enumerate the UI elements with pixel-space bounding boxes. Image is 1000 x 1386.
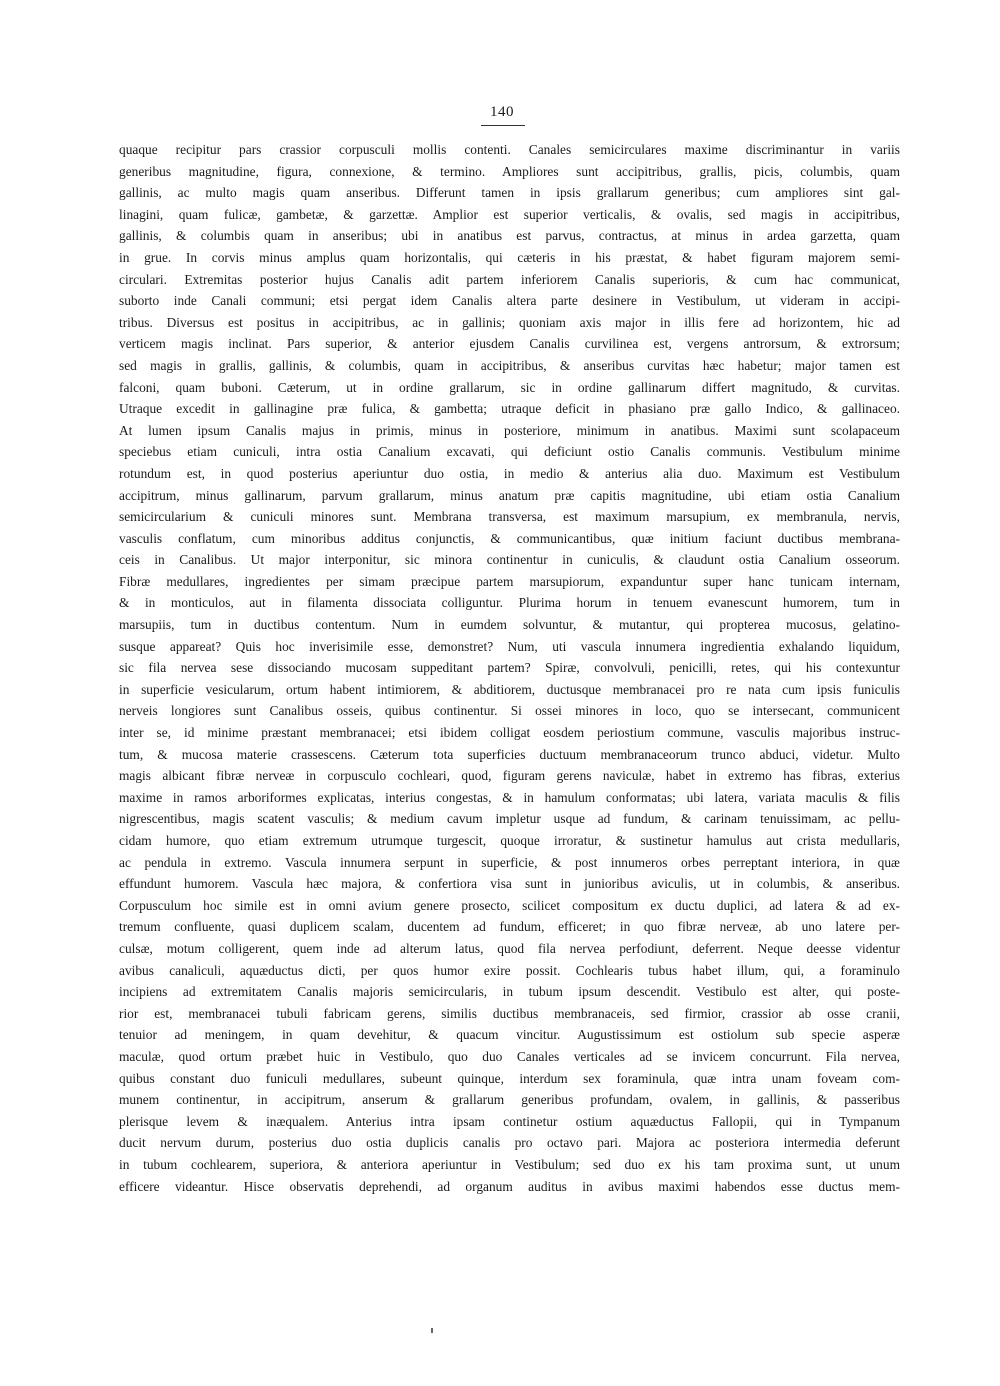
text-line: incipiens ad extremitatem Canalis majoris semicircularis, in tubum ipsum descendit. Vestibulo est alter, qui poste- [119,984,900,1000]
text-line: gallinis, & columbis quam in anseribus; ubi in anatibus est parvus, contractus, at minus in ardea garzetta, quam [119,228,900,244]
text-line: suborto inde Canali communi; etsi pergat idem Canalis altera parte desinere in Vestibulum, ut videram in accipi- [119,293,900,309]
page-number: 140 [490,104,514,120]
text-line: speciebus etiam cuniculi, intra ostia Canalium excavati, qui deficiunt ostio Canalis communis. Vestibulum minime [119,444,900,460]
text-line: verticem magis inclinat. Pars superior, & anterior ejusdem Canalis curvilinea est, vergens antrorsum, & extrorsum; [119,336,900,352]
text-line: tribus. Diversus est positus in accipitribus, ac in gallinis; quoniam axis major in illis fere ad horizontem, hic ad [119,314,900,330]
text-line: in grue. In corvis minus amplus quam horizontalis, qui cæteris in his præstat, & habet figuram majorem semi- [119,249,900,265]
text-line: in tubum cochlearem, superiora, & anteriora aperiuntur in Vestibulum; sed duo ex his tam proxima sunt, ut unum [119,1156,900,1172]
text-line: At lumen ipsum Canalis majus in primis, minus in posteriore, minimum in anatibus. Maximi sunt scolapaceum [119,422,900,438]
page-number-rule [481,125,525,126]
text-line: nerveis longiores sunt Canalibus osseis, quibus continentur. Si ossei minores in loco, quo se intersecant, communicent [119,703,900,719]
text-line: inter se, id minime præstant membranacei; etsi ibidem colligat eosdem periostium commune, vasculis majoribus instruc- [119,725,900,741]
text-line: ducit nervum durum, posterius duo ostia duplicis canalis pro octavo pari. Majora ac posteriora intermedia deferunt [119,1135,900,1151]
text-line: magis albicant fibræ nerveæ in corpusculo cochleari, quod, figuram gerens naviculæ, habet in extremo has fibras, exterius [119,768,900,784]
text-line: rior est, membranacei tubuli fabricam gerens, similis ductibus membranaceis, sed firmior, crassior ab osse cranii, [119,1005,900,1021]
text-line: tremum confluente, quasi duplicem scalam, ducentem ad fundum, efficeret; in quo fibræ nerveæ, ab uno latere per- [119,919,900,935]
text-line: ceis in Canalibus. Ut major interponitur, sic minora continentur in cuniculis, & claudunt ostia Canalium osseorum. [119,552,900,568]
body-text [119,139,900,1197]
text-line: quaque recipitur pars crassior corpusculi mollis contenti. Canales semicirculares maxime discriminantur in variis [119,142,900,157]
text-line: semicircularium & cuniculi minores sunt. Membrana transversa, est maximum marsupium, ex membranula, nervis, [119,509,900,525]
text-line: & in monticulos, aut in filamenta dissociata colliguntur. Plurima horum in tenuem evanescunt humorem, tum in [119,595,900,611]
text-line: effundunt humorem. Vascula hæc majora, & confertiora visa sunt in junioribus aviculis, ut in columbis, & anseribus. [119,876,900,892]
footer-mark [431,1328,433,1333]
text-line: cidam humore, quo etiam extremum utrumque turgescit, quoque irroratur, & sustinetur hamulus aut crista medullaris, [119,833,900,848]
text-line: nigrescentibus, magis scatent vasculis; & medium cavum impletur usque ad fundum, & carinam tenuissimam, ac pellu- [119,811,900,827]
text-line: plerisque levem & inæqualem. Anterius intra ipsam continetur ostium aquæductus Fallopii, qui in Tympanum [119,1113,900,1129]
text-line: vasculis conflatum, cum minoribus additus conjunctis, & communicantibus, quæ initium faciunt ductibus membrana- [119,530,900,546]
text-line: ac pendula in extremo. Vascula innumera serpunt in superficie, & post innumeros orbes perreptant interiora, in quæ [119,854,900,870]
text-line: linagini, quam fulicæ, gambetæ, & garzettæ. Amplior est superior verticalis, & ovalis, sed magis in accipitribus, [119,206,900,222]
text-line: maxime in ramos arboriformes explicatas, interius congestas, & in hamulum conformatas; ubi latera, variata maculis & filis [119,789,900,805]
text-line: in superficie vesicularum, ortum habent intimiorem, & abditiorem, ductusque membranacei pro re nata cum ipsis funiculis [119,681,900,697]
text-line: munem continentur, in accipitrum, anserum & grallarum generibus profundam, ovalem, in gallinis, & passeribus [119,1092,900,1108]
text-line: gallinis, ac multo magis quam anseribus. Differunt tamen in ipsis grallarum generibus; cum ampliores sint gal- [119,185,900,201]
text-line: falconi, quam buboni. Cæterum, ut in ordine grallarum, sic in ordine gallinarum differt magnitudo, & curvitas. [119,379,900,395]
text-line: sic fila nervea sese dissociando mucosam suppeditant partem? Spiræ, convolvuli, penicilli, retes, qui his contexuntur [119,660,900,676]
text-line: Corpusculum hoc simile est in omni avium genere prosecto, scilicet compositum ex ductu duplici, ad latera & ad ex- [119,897,900,913]
text-line: avibus canaliculi, aquæductus dicti, per quos humor exire possit. Cochlearis tubus habet illum, qui, a foraminulo [119,962,900,978]
text-line: sed magis in grallis, gallinis, & columbis, quam in accipitribus, & anseribus curvitas hæc habetur; major tamen est [119,357,900,373]
text-line: generibus magnitudine, figura, connexione, & termino. Ampliores sunt accipitribus, grallis, picis, columbis, quam [119,163,900,179]
text-line: efficere videantur. Hisce observatis deprehendi, ad organum auditus in avibus maximi habendos esse ductus mem- [119,1178,900,1194]
text-line: accipitrum, minus gallinarum, parvum grallarum, minus anatum præ capitis magnitudine, ubi etiam ostia Canalium [119,487,900,503]
text-line: quibus constant duo funiculi medullares, subeunt quinque, interdum sex foraminula, quæ intra unam foveam com- [119,1070,900,1086]
text-line: rotundum est, in quod posterius aperiuntur duo ostia, in medio & anterius alia duo. Maximum est Vestibulum [119,465,900,481]
text-line: Utraque excedit in gallinagine præ fulica, & gambetta; utraque deficit in phasiano præ gallo Indico, & gallinaceo. [119,401,900,417]
text-line: maculæ, quod ortum præbet huic in Vestibulo, quo duo Canales verticales ad se invicem concurrunt. Fila nervea, [119,1048,900,1064]
text-line: tenuior ad meningem, in quam devehitur, & quacum vincitur. Augustissimum est ostiolum sub specie asperæ [119,1027,900,1043]
text-line: culsæ, motum colligerent, quem inde ad alterum latus, quod fila nervea perfodiunt, deferrent. Neque deesse videntur [119,940,900,956]
text-line: Fibræ medullares, ingredientes per simam præcipue partem marsupiorum, expanduntur super hanc tunicam internam, [119,573,900,589]
text-line: susque appareat? Quis hoc inverisimile esse, demonstret? Num, uti vascula innumera ingredientia exhalando liquidum, [119,638,900,654]
text-line: circulari. Extremitas posterior hujus Canalis adit partem inferiorem Canalis superioris, & cum hac communicat, [119,271,900,287]
text-line: tum, & mucosa materie crassescens. Cæterum tota superficies ductuum membranaceorum trunco abduci, videtur. Multo [119,746,900,762]
text-line: marsupiis, tum in ductibus contentum. Num in eumdem solvuntur, & mutantur, qui propterea mucosus, gelatino- [119,617,900,633]
